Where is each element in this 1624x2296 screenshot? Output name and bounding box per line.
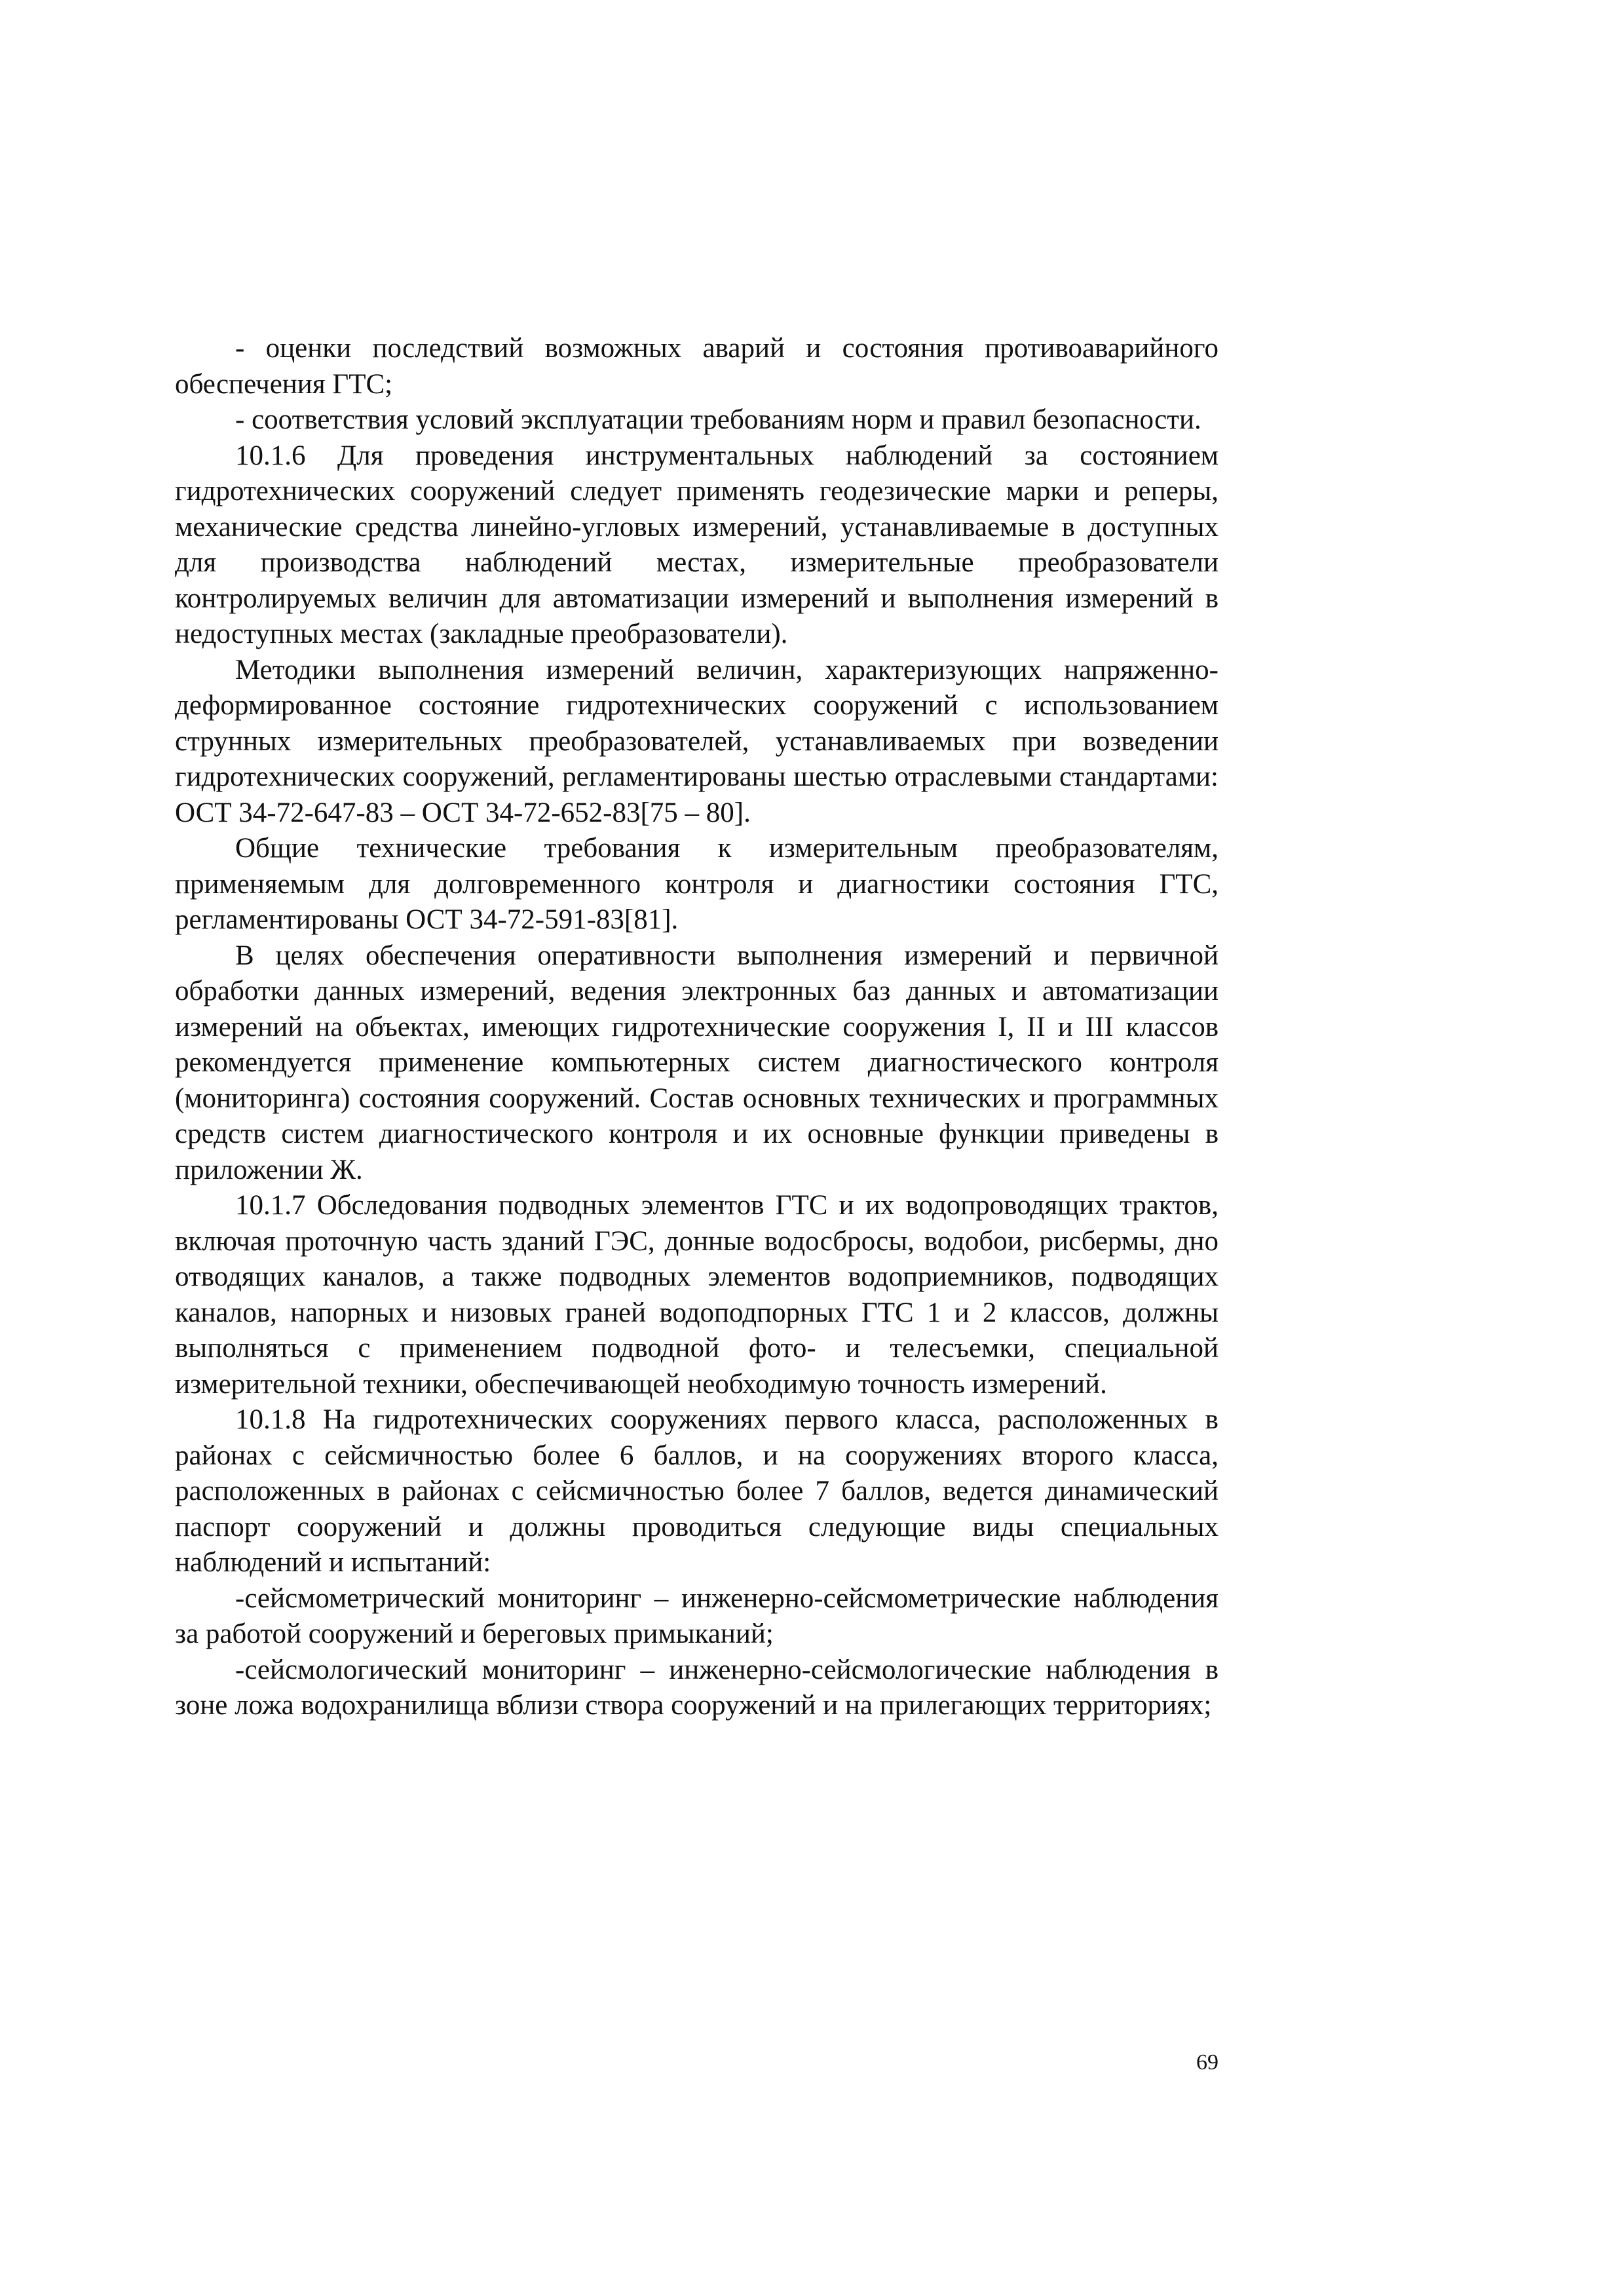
paragraph-list-item: -сейсмологический мониторинг – инженерно-сейсмологические наблюдения в зоне ложа водохранилища вблизи створа сооружений и на прилегающих территориях; [175, 1654, 1218, 1721]
paragraph-section-10-1-6: 10.1.6 Для проведения инструментальных наблюдений за состоянием гидротехнических сооружений следует применять геодезические марки и реперы, механические средства линейно-угловых измерений, устанавливаемые в доступных для производства наблюдений местах, измерительные преобразователи контролируемых величин для автоматизации измерений и выполнения измерений в недоступных местах (закладные преобразователи). [175, 440, 1218, 649]
page-number: 69 [1196, 2050, 1218, 2075]
paragraph: Методики выполнения измерений величин, характеризующих напряженно-деформированное состояние гидротехнических сооружений с использованием струнных измерительных преобразователей, устанавливаемых при возведении гидротехнических сооружений, регламентированы шестью отраслевыми стандартами: ОСТ 34-72-647-83 – ОСТ 34-72-652-83[75 – 80]. [175, 654, 1218, 828]
body-text [175, 331, 1218, 1724]
paragraph-section-10-1-8: 10.1.8 На гидротехнических сооружениях первого класса, расположенных в районах с сейсмичностью более 6 баллов, и на сооружениях второго класса, расположенных в районах с сейсмичностью более 7 баллов, ведется динамический паспорт сооружений и должны проводиться следующие виды специальных наблюдений и испытаний: [175, 1404, 1218, 1578]
paragraph: В целях обеспечения оперативности выполнения измерений и первичной обработки данных измерений, ведения электронных баз данных и автоматизации измерений на объектах, имеющих гидротехнические сооружения I, II и III классов рекомендуется применение компьютерных систем диагностического контроля (мониторинга) состояния сооружений. Состав основных технических и программных средств систем диагностического контроля и их основные функции приведены в приложении Ж. [175, 940, 1218, 1185]
paragraph-list-item: - оценки последствий возможных аварий и состояния противоаварийного обеспечения ГТС; [175, 333, 1218, 400]
paragraph-list-item: -сейсмометрический мониторинг – инженерно-сейсмометрические наблюдения за работой сооружений и береговых примыканий; [175, 1582, 1218, 1649]
paragraph-list-item: - соответствия условий эксплуатации требованиям норм и правил безопасности. [235, 404, 1201, 435]
paragraph-section-10-1-7: 10.1.7 Обследования подводных элементов ГТС и их водопроводящих трактов, включая проточную часть зданий ГЭС, донные водосбросы, водобои, рисбермы, дно отводящих каналов, а также подводных элементов водоприемников, подводящих каналов, напорных и низовых граней водоподпорных ГТС 1 и 2 классов, должны выполняться с применением подводной фото- и телесъемки, специальной измерительной техники, обеспечивающей необходимую точность измерений. [175, 1190, 1218, 1400]
paragraph: Общие технические требования к измерительным преобразователям, применяемым для долговременного контроля и диагностики состояния ГТС, регламентированы ОСТ 34-72-591-83[81]. [175, 833, 1218, 935]
